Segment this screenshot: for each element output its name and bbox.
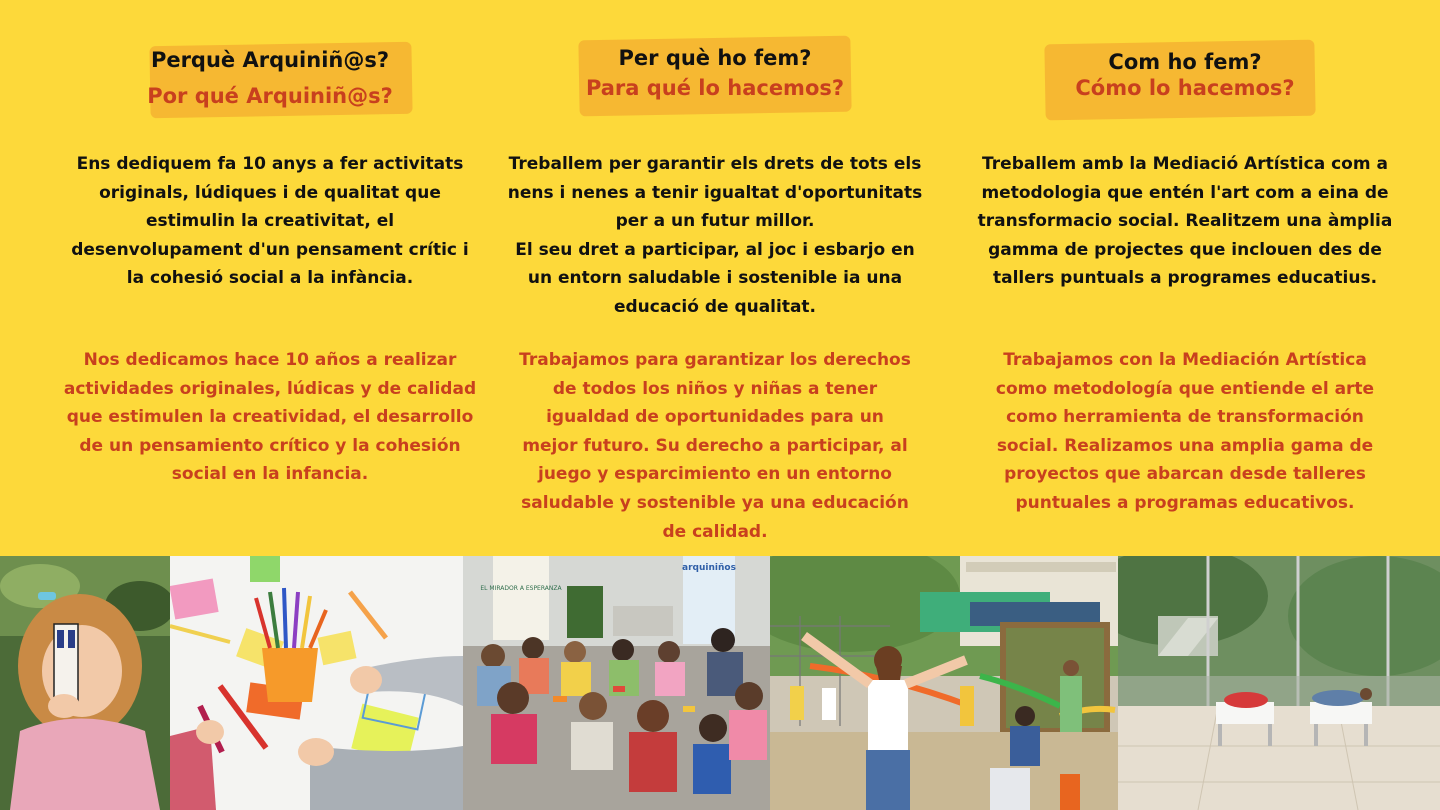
heading-es: Por qué Arquiniñ@s? [147,84,393,108]
body-text-ca: Ens dediquem fa 10 anys a fer activitats originals, lúdiques i de qualitat que estimulin la creativitat, el desenvolupament d'un pensament crític i la cohesió social a la infància. [71,154,469,289]
photo-kids-workshop [463,556,770,810]
poster-left-text: EL MIRADOR A ESPERANZA [480,585,562,592]
poster-right-text: arquiniños [682,563,736,573]
heading-ca: Per què ho fem? [618,46,812,70]
photo-girl-craft [0,556,170,810]
heading-ca: Perquè Arquiniñ@s? [150,48,390,72]
body-text-es: Trabajamos con la Mediación Artística como metodología que entiende el arte como herramienta de transformación social. Realizamos una amplia gama de proyectos que abarcan desde talleres puntuales a programas educativos. [995,350,1375,513]
body-text-ca: Treballem per garantir els drets de tots els nens i nenes a tenir igualtat d'oportunitats per a un futur millor. El seu dret a participar, al joc i esbarjo en un entorn saludable i sostenible ia una educació de qualitat. [507,154,923,317]
heading-group [586,44,844,102]
photo-strip [0,556,1440,810]
heading-group [1075,48,1294,102]
heading-ca: Com ho fem? [1108,50,1262,74]
body-text-es: Trabajamos para garantizar los derechos de todos los niños y niñas a tener igualdad de oportunidades para un mejor futuro. Su derecho a participar, al juego y esparcimiento en un entorno saludable y sostenible ya una educación de calidad. [519,350,911,542]
photo-table-pencils [170,556,463,810]
body-text-es: Nos dedicamos hace 10 años a realizar actividades originales, lúdicas y de calidad que estimulen la creatividad, el desarrollo de un pensamiento crítico y la cohesión social en la infancia. [63,350,477,485]
body-text-ca: Treballem amb la Mediació Artística com a metodologia que entén l'art com a eina de transformacio social. Realitzem una àmplia gamma de projectes que inclouen des de tallers puntuals a programes educatius. [977,154,1393,289]
photo-pavilion [1118,556,1440,810]
photo-outdoor-ribbons [770,556,1118,810]
heading-es: Para qué lo hacemos? [585,76,845,100]
heading-group [147,46,393,110]
heading-es: Cómo lo hacemos? [1075,76,1295,100]
